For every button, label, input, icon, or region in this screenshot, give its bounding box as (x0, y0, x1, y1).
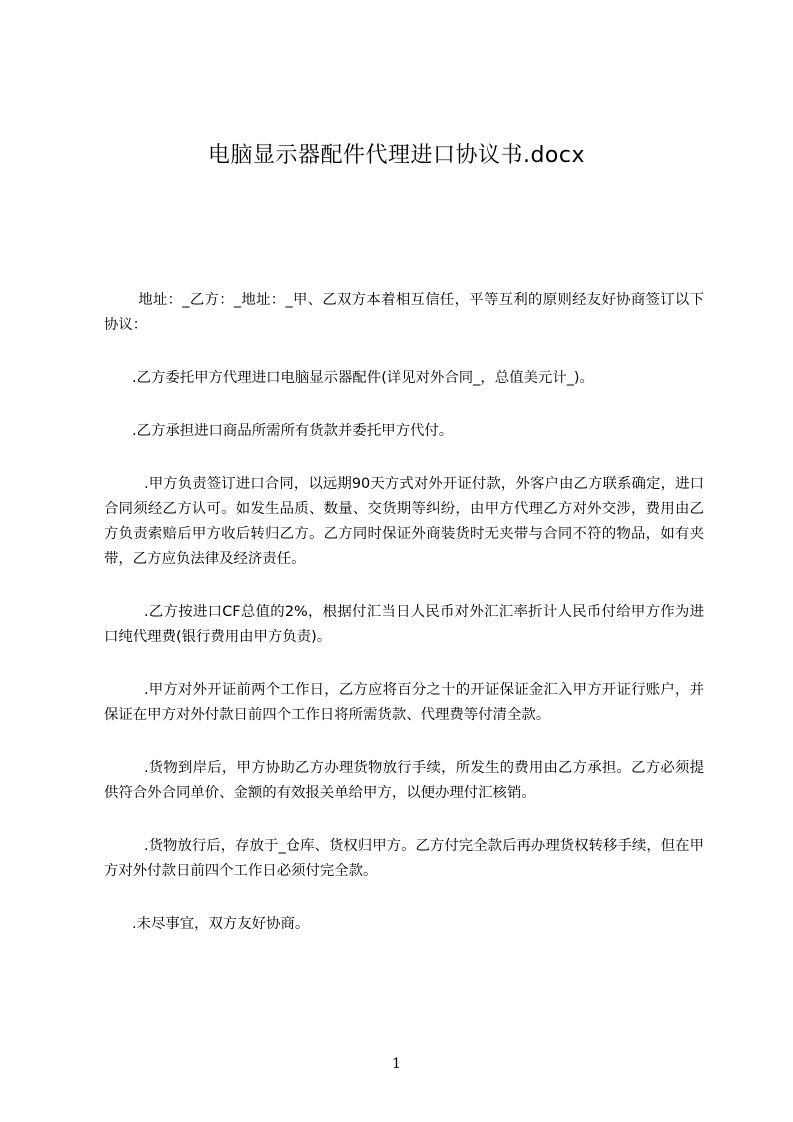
paragraph-text: .甲方对外开证前两个工作日，乙方应将百分之十的开证保证金汇入甲方开证行账户，并保证在甲方对外付款日前四个工作日将所需货款、代理费等付清全款。 (104, 682, 704, 723)
paragraph-clause-1 (104, 366, 704, 391)
paragraph-text: .甲方负责签订进口合同，以远期90天方式对外开证付款，外客户由乙方联系确定，进口合同须经乙方认可。如发生品质、数量、交货期等纠纷，由甲方代理乙方对外交涉，费用由乙方负责索赔后甲方收后转归乙方。乙方同时保证外商装货时无夹带与合同不符的物品，如有夹带，乙方应负法律及经济责任。 (104, 476, 704, 567)
paragraph-text: .货物放行后，存放于_仓库、货权归甲方。乙方付完全款后再办理货权转移手续，但在甲方对外付款日前四个工作日必须付完全款。 (104, 838, 704, 879)
paragraph-text: .未尽事宜，双方友好协商。 (132, 916, 310, 932)
paragraph-text: 地址：_乙方：_地址：_甲、乙双方本着相互信任，平等互利的原则经友好协商签订以下协议： (104, 292, 704, 333)
paragraph-clause-6 (104, 756, 704, 806)
paragraph-clause-7 (104, 834, 704, 884)
paragraph-text: .乙方按进口CF总值的2%，根据付汇当日人民币对外汇汇率折计人民币付给甲方作为进口纯代理费(银行费用由甲方负责)。 (104, 604, 704, 645)
paragraph-clause-2 (104, 419, 704, 444)
document-title: 电脑显示器配件代理进口协议书.docx (207, 143, 586, 168)
document-body (104, 288, 704, 965)
paragraph-intro (104, 288, 704, 338)
paragraph-text: .乙方委托甲方代理进口电脑显示器配件(详见对外合同_，总值美元计_)。 (132, 370, 594, 386)
page-number: 1 (392, 1056, 401, 1072)
paragraph-clause-4 (104, 600, 704, 650)
paragraph-text: .货物到岸后，甲方协助乙方办理货物放行手续，所发生的费用由乙方承担。乙方必须提供符合外合同单价、金额的有效报关单给甲方，以便办理付汇核销。 (104, 760, 704, 801)
paragraph-clause-5 (104, 678, 704, 728)
paragraph-text: .乙方承担进口商品所需所有货款并委托甲方代付。 (132, 423, 454, 439)
paragraph-clause-8 (104, 912, 704, 937)
paragraph-clause-3 (104, 472, 704, 572)
